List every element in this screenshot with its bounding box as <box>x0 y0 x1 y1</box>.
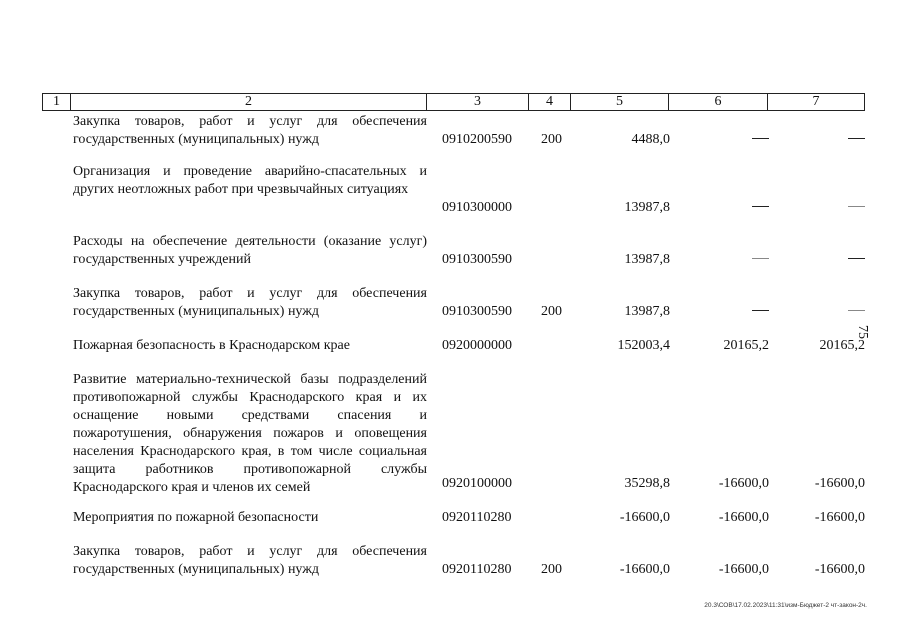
row-kvr: 200 <box>541 132 562 147</box>
row-value-2024: -16600,0 <box>718 510 769 525</box>
header-col-4: 4 <box>529 94 571 110</box>
row-code: 0910200590 <box>442 132 512 147</box>
row-value-2025: -16600,0 <box>814 476 865 491</box>
row-value-2024 <box>752 251 769 269</box>
header-col-1: 1 <box>43 94 71 110</box>
header-col-3: 3 <box>427 94 529 110</box>
row-value-2024: 20165,2 <box>723 338 769 353</box>
header-col-7: 7 <box>812 94 820 109</box>
row-value-2023: -16600,0 <box>619 510 670 525</box>
row-value-2025: -16600,0 <box>814 510 865 525</box>
row-value-2023: 152003,4 <box>617 338 670 353</box>
row-description: Пожарная безопасность в Краснодарском крае <box>73 338 350 353</box>
row-description: Расходы на обеспечение деятельности (оказание услуг) государственных учреждений <box>73 234 427 267</box>
row-description: Развитие материально-технической базы подразделений противопожарной службы Краснодарского края и их оснащение новыми средствами спасения и пожаротушения, обнаружения пожаров и оповещения населения Краснодарского края, в том числе социальная защита работников противопожарной службы Краснодарского края и членов их семей <box>73 372 427 495</box>
row-description: Закупка товаров, работ и услуг для обеспечения государственных (муниципальных) нужд <box>73 544 427 577</box>
row-kvr: 200 <box>541 562 562 577</box>
row-kvr: 200 <box>541 304 562 319</box>
row-value-2024: -16600,0 <box>718 476 769 491</box>
row-value-2025 <box>848 251 865 269</box>
header-col-2: 2 <box>71 94 427 110</box>
row-code: 0920000000 <box>442 338 512 353</box>
row-value-2025: -16600,0 <box>814 562 865 577</box>
row-value-2024 <box>752 303 769 321</box>
row-value-2025: 20165,2 <box>819 338 865 353</box>
table-header-row <box>42 93 865 111</box>
row-description: Организация и проведение аварийно-спасательных и других неотложных работ при чрезвычайных ситуациях <box>73 164 427 197</box>
row-value-2024 <box>752 131 769 149</box>
row-code: 0910300590 <box>442 252 512 267</box>
row-value-2024 <box>752 199 769 217</box>
row-value-2023: 35298,8 <box>624 476 670 491</box>
row-description: Закупка товаров, работ и услуг для обеспечения государственных (муниципальных) нужд <box>73 114 427 147</box>
row-value-2023: 4488,0 <box>631 132 670 147</box>
row-description: Мероприятия по пожарной безопасности <box>73 510 319 525</box>
row-code: 0920110280 <box>442 562 512 577</box>
row-value-2025 <box>848 199 865 217</box>
page-number: 75 <box>855 325 870 339</box>
row-code: 0910300000 <box>442 200 512 215</box>
row-value-2023: 13987,8 <box>624 304 670 319</box>
header-col-5: 5 <box>571 94 669 110</box>
row-code: 0920110280 <box>442 510 512 525</box>
header-col-6: 6 <box>669 94 768 110</box>
row-value-2023: 13987,8 <box>624 200 670 215</box>
row-description: Закупка товаров, работ и услуг для обеспечения государственных (муниципальных) нужд <box>73 286 427 319</box>
row-value-2025 <box>848 131 865 149</box>
footer-file-note: 20.3\СОВ\17.02.2023\11:31\изм-Бюджет-2 чт-закон-2ч. <box>704 602 867 609</box>
row-code: 0920100000 <box>442 476 512 491</box>
row-value-2025 <box>848 303 865 321</box>
row-value-2024: -16600,0 <box>718 562 769 577</box>
row-value-2023: 13987,8 <box>624 252 670 267</box>
row-value-2023: -16600,0 <box>619 562 670 577</box>
row-code: 0910300590 <box>442 304 512 319</box>
